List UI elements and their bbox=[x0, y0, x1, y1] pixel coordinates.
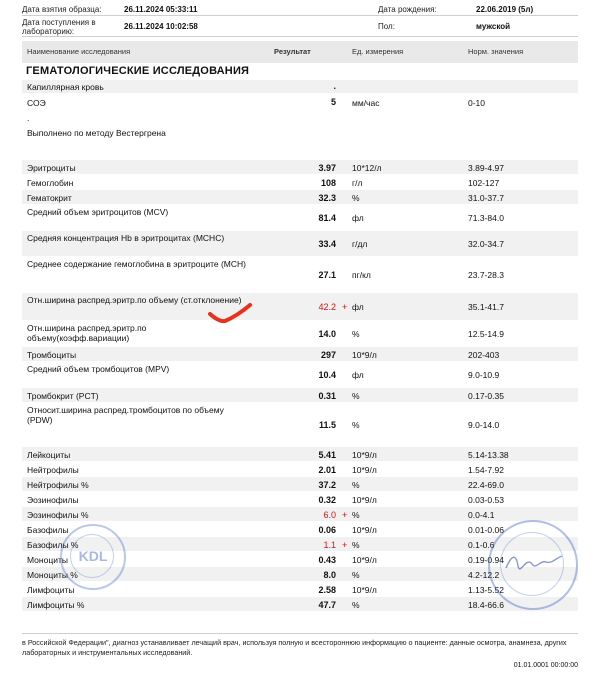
test-unit: % bbox=[352, 329, 360, 339]
sex-value: мужской bbox=[476, 22, 511, 31]
test-result: 6.0 bbox=[323, 510, 336, 520]
test-name: Нейтрофилы bbox=[27, 465, 79, 475]
section-title: ГЕМАТОЛОГИЧЕСКИЕ ИССЛЕДОВАНИЯ bbox=[26, 65, 250, 77]
test-unit: % bbox=[352, 510, 360, 520]
method-text: Выполнено по методу Вестергрена bbox=[27, 128, 166, 138]
test-unit: 10*9/л bbox=[352, 465, 377, 475]
test-name: Средний объем тромбоцитов (MPV) bbox=[27, 364, 170, 374]
test-result: 42.2 bbox=[318, 302, 336, 312]
test-unit: % bbox=[352, 480, 360, 490]
soe-row bbox=[22, 95, 578, 109]
table-row bbox=[22, 321, 578, 346]
soe-unit: мм/час bbox=[352, 98, 380, 108]
test-name: Тромбоциты bbox=[27, 350, 77, 360]
abnormal-flag: + bbox=[342, 510, 348, 520]
test-unit: г/дл bbox=[352, 239, 368, 249]
test-result: 37.2 bbox=[318, 480, 336, 490]
test-result: 14.0 bbox=[318, 329, 336, 339]
header-divider bbox=[22, 15, 578, 16]
test-name: Средний объем эритроцитов (MCV) bbox=[27, 207, 169, 217]
test-name: Эритроциты bbox=[27, 163, 76, 173]
test-result: 81.4 bbox=[318, 213, 336, 223]
footer-divider bbox=[22, 633, 578, 634]
test-result: 32.3 bbox=[318, 193, 336, 203]
test-unit: фл bbox=[352, 213, 364, 223]
doctor-stamp-icon bbox=[488, 520, 578, 610]
abnormal-flag: + bbox=[342, 540, 348, 550]
test-result: 8.0 bbox=[323, 570, 336, 580]
test-name: Нейтрофилы % bbox=[27, 480, 89, 490]
test-name: Тромбокрит (PCT) bbox=[27, 391, 99, 401]
header-divider bbox=[22, 36, 578, 37]
test-unit: % bbox=[352, 600, 360, 610]
test-unit: 10*9/л bbox=[352, 555, 377, 565]
table-row bbox=[22, 347, 578, 361]
sample-date-label: Дата взятия образца: bbox=[22, 5, 102, 14]
test-name: Моноциты % bbox=[27, 570, 78, 580]
test-norm: 32.0-34.7 bbox=[468, 239, 504, 249]
lab-stamp-icon bbox=[60, 524, 126, 590]
test-norm: 102-127 bbox=[468, 178, 500, 188]
test-unit: 10*9/л bbox=[352, 350, 377, 360]
test-result: 27.1 bbox=[318, 270, 336, 280]
test-norm: 0.19-0.94 bbox=[468, 555, 504, 565]
test-norm: 0.0-4.1 bbox=[468, 510, 495, 520]
test-result: 3.97 bbox=[318, 163, 336, 173]
test-result: 2.01 bbox=[318, 465, 336, 475]
test-norm: 31.0-37.7 bbox=[468, 193, 504, 203]
test-norm: 23.7-28.3 bbox=[468, 270, 504, 280]
test-unit: 10*9/л bbox=[352, 495, 377, 505]
footer-code: 01.01.0001 00:00:00 bbox=[513, 662, 578, 669]
col-norm: Норм. значения bbox=[468, 47, 524, 56]
test-unit: % bbox=[352, 193, 360, 203]
test-result: 2.58 bbox=[318, 585, 336, 595]
test-result: 5.41 bbox=[318, 450, 336, 460]
test-unit: % bbox=[352, 391, 360, 401]
checkmark-icon bbox=[205, 302, 255, 326]
table-row bbox=[22, 160, 578, 174]
test-unit: 10*9/л bbox=[352, 450, 377, 460]
birth-date-label: Дата рождения: bbox=[378, 5, 437, 14]
test-name: Лимфоциты % bbox=[27, 600, 85, 610]
test-norm: 35.1-41.7 bbox=[468, 302, 504, 312]
test-name: Среднее содержание гемоглобина в эритроците (MCH) bbox=[27, 259, 246, 269]
test-result: 11.5 bbox=[318, 420, 336, 430]
table-row bbox=[22, 257, 578, 292]
test-result: 0.32 bbox=[318, 495, 336, 505]
soe-result: 5 bbox=[330, 97, 336, 107]
footer-text: в Российской Федерации", диагноз устанавливает лечащий врач, используя полную и всестороннюю информацию о пациенте: данные осмотра, анамнеза, других лабораторных и инструментальных исследований. bbox=[22, 638, 567, 657]
test-result: 47.7 bbox=[318, 600, 336, 610]
test-unit: % bbox=[352, 540, 360, 550]
test-norm: 12.5-14.9 bbox=[468, 329, 504, 339]
material-row bbox=[22, 80, 578, 93]
test-unit: 10*9/л bbox=[352, 525, 377, 535]
material-result: . bbox=[333, 81, 336, 91]
method-dot: . bbox=[27, 113, 30, 123]
table-row bbox=[22, 507, 578, 521]
test-norm: 5.14-13.38 bbox=[468, 450, 509, 460]
lab-date-label: Дата поступления в лабораторию: bbox=[22, 18, 96, 36]
table-header bbox=[22, 41, 578, 63]
test-name: Относит.ширина распред.тромбоцитов по объему (PDW) bbox=[27, 405, 224, 425]
table-row bbox=[22, 293, 578, 320]
soe-name: СОЭ bbox=[27, 98, 46, 108]
signature-icon bbox=[504, 550, 564, 578]
test-norm: 0.1-0.6 bbox=[468, 540, 495, 550]
test-result: 297 bbox=[320, 350, 336, 360]
table-row bbox=[22, 477, 578, 491]
test-unit: % bbox=[352, 570, 360, 580]
test-result: 10.4 bbox=[318, 370, 336, 380]
test-name: Базофилы bbox=[27, 525, 69, 535]
stamp-text: KDL bbox=[78, 548, 108, 564]
test-name: Лимфоциты bbox=[27, 585, 75, 595]
test-unit: фл bbox=[352, 302, 364, 312]
birth-date: 22.06.2019 (5л) bbox=[476, 5, 534, 14]
test-norm: 0.17-0.35 bbox=[468, 391, 504, 401]
test-norm: 18.4-66.6 bbox=[468, 600, 504, 610]
test-norm: 22.4-69.0 bbox=[468, 480, 504, 490]
test-result: 0.31 bbox=[318, 391, 336, 401]
test-unit: пг/кл bbox=[352, 270, 371, 280]
table-row bbox=[22, 190, 578, 204]
test-name: Лейкоциты bbox=[27, 450, 71, 460]
table-row bbox=[22, 597, 578, 611]
test-result: 0.06 bbox=[318, 525, 336, 535]
test-unit: 10*9/л bbox=[352, 585, 377, 595]
test-unit: 10*12/л bbox=[352, 163, 382, 173]
test-norm: 202-403 bbox=[468, 350, 500, 360]
table-row bbox=[22, 205, 578, 230]
test-result: 0.43 bbox=[318, 555, 336, 565]
col-result: Результат bbox=[274, 47, 311, 56]
test-unit: % bbox=[352, 420, 360, 430]
test-norm: 9.0-14.0 bbox=[468, 420, 500, 430]
lab-date: 26.11.2024 10:02:58 bbox=[124, 22, 198, 31]
test-norm: 9.0-10.9 bbox=[468, 370, 500, 380]
test-norm: 71.3-84.0 bbox=[468, 213, 504, 223]
material-name: Капиллярная кровь bbox=[27, 82, 104, 92]
test-name: Эозинофилы bbox=[27, 495, 79, 505]
test-result: 1.1 bbox=[323, 540, 336, 550]
col-unit: Ед. измерения bbox=[352, 47, 404, 56]
test-name: Гематокрит bbox=[27, 193, 72, 203]
test-norm: 3.89-4.97 bbox=[468, 163, 504, 173]
test-result: 108 bbox=[320, 178, 336, 188]
test-name: Моноциты bbox=[27, 555, 68, 565]
table-row bbox=[22, 447, 578, 461]
test-unit: г/л bbox=[352, 178, 363, 188]
test-name: Отн.ширина распред.эритр.по объему(коэфф.вариации) bbox=[27, 323, 147, 343]
test-name: Отн.ширина распред.эритр.по объему (ст.отклонение) bbox=[27, 295, 242, 305]
sex-label: Пол: bbox=[378, 22, 395, 31]
soe-norm: 0-10 bbox=[468, 98, 486, 108]
abnormal-flag: + bbox=[342, 302, 348, 312]
test-norm: 0.01-0.06 bbox=[468, 525, 504, 535]
test-norm: 0.03-0.53 bbox=[468, 495, 504, 505]
test-unit: фл bbox=[352, 370, 364, 380]
test-name: Гемоглобин bbox=[27, 178, 74, 188]
test-name: Базофилы % bbox=[27, 540, 79, 550]
sample-date: 26.11.2024 05:33:11 bbox=[124, 5, 198, 14]
table-row bbox=[22, 492, 578, 506]
table-row bbox=[22, 362, 578, 387]
table-row bbox=[22, 403, 578, 446]
test-name: Средняя концентрация Hb в эритроцитах (MCHC) bbox=[27, 233, 225, 243]
test-norm: 1.54-7.92 bbox=[468, 465, 504, 475]
test-norm: 4.2-12.2 bbox=[468, 570, 500, 580]
table-row bbox=[22, 175, 578, 189]
test-norm: 1.13-5.52 bbox=[468, 585, 504, 595]
table-row bbox=[22, 388, 578, 402]
table-row bbox=[22, 462, 578, 476]
col-name: Наименование исследования bbox=[27, 47, 131, 56]
test-result: 33.4 bbox=[318, 239, 336, 249]
table-row bbox=[22, 231, 578, 256]
test-name: Эозинофилы % bbox=[27, 510, 89, 520]
